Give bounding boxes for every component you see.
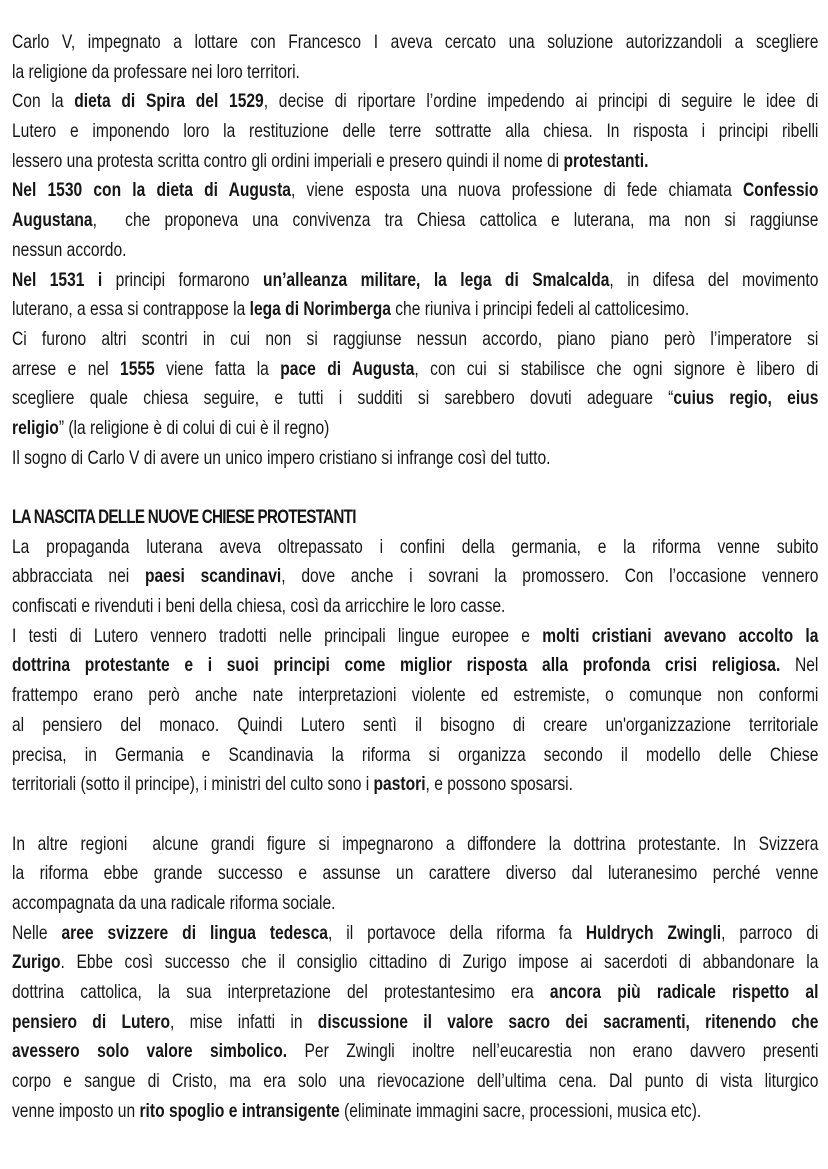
paragraph bbox=[12, 28, 818, 87]
paragraph bbox=[12, 622, 818, 800]
text: confiscati e rivenduti i beni della chiesa, così da arricchire le loro casse. bbox=[12, 595, 506, 618]
text-line bbox=[12, 741, 818, 771]
text: dottrina cattolica, la sua interpretazione del protestantesimo era bbox=[12, 981, 550, 1003]
bold-text: un’alleanza militare, la lega di Smalcalda bbox=[263, 268, 610, 291]
text: Carlo V, impegnato a lottare con Francesco I aveva cercato una soluzione autorizzandoli a scegliere bbox=[12, 31, 819, 53]
text-line bbox=[12, 1037, 818, 1067]
bold-text: Confessio bbox=[742, 179, 819, 202]
bold-text: cuius regio, eius bbox=[673, 387, 819, 410]
text-line bbox=[12, 711, 818, 741]
bold-text: aree svizzere di lingua tedesca bbox=[61, 921, 328, 944]
blank-line bbox=[12, 473, 818, 503]
text-line bbox=[12, 384, 818, 414]
bold-text: Nel 1530 con la dieta di Augusta bbox=[12, 179, 291, 202]
section-heading: LA NASCITA DELLE NUOVE CHIESE PROTESTANTI bbox=[12, 507, 356, 528]
text-line bbox=[12, 770, 818, 800]
text-line bbox=[12, 1067, 818, 1097]
bold-text: paesi scandinavi bbox=[144, 565, 282, 588]
text-line bbox=[12, 28, 818, 58]
text-line bbox=[12, 117, 818, 147]
text: Con la bbox=[12, 90, 75, 113]
text: lessero una protesta scritta contro gli ordini imperiali e presero quindi il nome di bbox=[12, 149, 564, 172]
text-line bbox=[12, 533, 818, 563]
bold-text: 1555 bbox=[120, 357, 155, 380]
text-line bbox=[12, 562, 818, 592]
text: I testi di Lutero vennero tradotti nelle principali lingue europee e bbox=[12, 624, 543, 647]
paragraph bbox=[12, 919, 818, 1127]
text: ” (la religione è di colui di cui è il regno) bbox=[58, 416, 330, 439]
text: territoriali (sotto il principe), i ministri del culto sono i bbox=[12, 773, 374, 796]
blank-line bbox=[12, 800, 818, 830]
text: La propaganda luterana aveva oltrepassato i confini della germania, e la riforma venne subito bbox=[12, 535, 819, 558]
text-line bbox=[12, 206, 818, 236]
text-line bbox=[12, 266, 818, 296]
bold-text: avessero solo valore simbolico. bbox=[12, 1040, 288, 1063]
text: viene fatta la bbox=[154, 357, 281, 380]
text-line bbox=[12, 681, 818, 711]
text-line bbox=[12, 355, 818, 385]
bold-text: Zurigo bbox=[12, 951, 61, 974]
bold-text: protestanti. bbox=[563, 149, 649, 172]
text: luterano, a essa si contrappose la bbox=[12, 298, 250, 321]
text: , il portavoce della riforma fa bbox=[327, 921, 586, 944]
text: al pensiero del monaco. Quindi Lutero sentì il bisogno di creare un'organizzazione territoriale bbox=[12, 713, 819, 736]
text-line bbox=[12, 147, 818, 177]
bold-text: molti cristiani avevano accolto la bbox=[542, 624, 819, 647]
text: corpo e sangue di Cristo, ma era solo una rievocazione dell’ultima cena. Dal punto di vista liturgico bbox=[12, 1070, 819, 1093]
paragraph bbox=[12, 325, 818, 444]
text: abbracciata nei bbox=[12, 565, 145, 588]
bold-text: dottrina protestante e i suoi principi come miglior risposta alla profonda crisi religiosa. bbox=[12, 654, 781, 677]
text: accompagnata da una radicale riforma sociale. bbox=[12, 891, 336, 914]
text: , viene esposta una nuova professione di fede chiamata bbox=[290, 179, 743, 202]
bold-text: ancora più radicale rispetto al bbox=[549, 981, 819, 1003]
paragraph bbox=[12, 533, 818, 622]
text-line bbox=[12, 978, 818, 1008]
paragraph bbox=[12, 444, 818, 474]
paragraph bbox=[12, 830, 818, 919]
text: che riuniva i principi fedeli al cattolicesimo. bbox=[390, 298, 690, 321]
text: Nelle bbox=[12, 921, 62, 944]
paragraph bbox=[12, 87, 818, 176]
text-line bbox=[12, 236, 818, 266]
document-body bbox=[12, 28, 818, 1126]
text: Per Zwingli inoltre nell’eucarestia non erano davvero presenti bbox=[287, 1040, 819, 1063]
text: Lutero e imponendo loro la restituzione delle terre sottratte alla chiesa. In risposta i principi ribelli bbox=[12, 120, 819, 143]
text-line bbox=[12, 622, 818, 652]
text: , parroco di bbox=[721, 921, 819, 944]
bold-text: Huldrych Zwingli bbox=[585, 921, 722, 944]
text-line bbox=[12, 830, 818, 860]
bold-text: rito spoglio e intransigente bbox=[139, 1099, 340, 1122]
bold-text: discussione il valore sacro dei sacramenti, ritenendo che bbox=[317, 1010, 819, 1033]
paragraph bbox=[12, 266, 818, 325]
text: principi formarono bbox=[102, 268, 264, 291]
text-line bbox=[12, 919, 818, 949]
text-line bbox=[12, 651, 818, 681]
text: frattempo erano però anche nate interpretazioni violente ed estremiste, o comunque non conformi bbox=[12, 684, 819, 707]
text: , in difesa del movimento bbox=[609, 268, 819, 291]
text: venne imposto un bbox=[12, 1099, 140, 1122]
text-line bbox=[12, 87, 818, 117]
text: Ci furono altri scontri in cui non si raggiunse nessun accordo, piano piano però l’imperatore si bbox=[12, 327, 819, 350]
bold-text: pastori bbox=[373, 773, 426, 796]
text: nessun accordo. bbox=[12, 238, 127, 261]
text: Il sogno di Carlo V di avere un unico impero cristiano si infrange così del tutto. bbox=[12, 446, 551, 469]
text: (eliminate immagini sacre, processioni, musica etc). bbox=[339, 1099, 702, 1122]
text: , dove anche i sovrani la promossero. Con l’occasione vennero bbox=[281, 565, 819, 588]
text: . Ebbe così successo che il consiglio cittadino di Zurigo impose ai sacerdoti di abbandonare la bbox=[60, 951, 819, 974]
bold-text: dieta di Spira del 1529 bbox=[74, 90, 264, 113]
text: , mise infatti in bbox=[169, 1010, 318, 1033]
text: precisa, in Germania e Scandinavia la riforma si organizza secondo il modello delle Chiese bbox=[12, 743, 819, 766]
text-line bbox=[12, 176, 818, 206]
text: , con cui si stabilisce che ogni signore è libero di bbox=[414, 357, 819, 380]
bold-text: Nel 1531 i bbox=[12, 268, 103, 291]
text-line bbox=[12, 1097, 818, 1127]
text: , decise di riportare l’ordine impedendo ai principi di seguire le idee di bbox=[263, 90, 819, 113]
text: In altre regioni alcune grandi figure si impegnarono a diffondere la dottrina protestante. In Svizzera bbox=[12, 832, 819, 855]
text: arrese e nel bbox=[12, 357, 121, 380]
text-line bbox=[12, 592, 818, 622]
paragraph bbox=[12, 176, 818, 265]
text-line bbox=[12, 444, 818, 474]
bold-text: pace di Augusta bbox=[280, 357, 415, 380]
text-line bbox=[12, 889, 818, 919]
text-line bbox=[12, 859, 818, 889]
text-line bbox=[12, 295, 818, 325]
bold-text: religio bbox=[12, 416, 59, 439]
text: scegliere quale chiesa seguire, e tutti i sudditi si sarebbero dovuti adeguare “ bbox=[12, 387, 674, 410]
text: la riforma ebbe grande successo e assunse un carattere diverso dal luteranesimo perché venne bbox=[12, 862, 819, 885]
text-line bbox=[12, 414, 818, 444]
bold-text: pensiero di Lutero bbox=[12, 1010, 170, 1033]
bold-text: lega di Norimberga bbox=[249, 298, 391, 321]
text-line bbox=[12, 58, 818, 88]
text-line bbox=[12, 1008, 818, 1038]
text: , che proponeva una convivenza tra Chiesa cattolica e luterana, ma non si raggiunse bbox=[92, 209, 819, 232]
text: Nel bbox=[780, 654, 819, 677]
text: , e possono sposarsi. bbox=[425, 773, 573, 796]
text-line bbox=[12, 948, 818, 978]
text: la religione da professare nei loro territori. bbox=[12, 60, 300, 83]
text-line bbox=[12, 325, 818, 355]
bold-text: Augustana bbox=[12, 209, 93, 232]
